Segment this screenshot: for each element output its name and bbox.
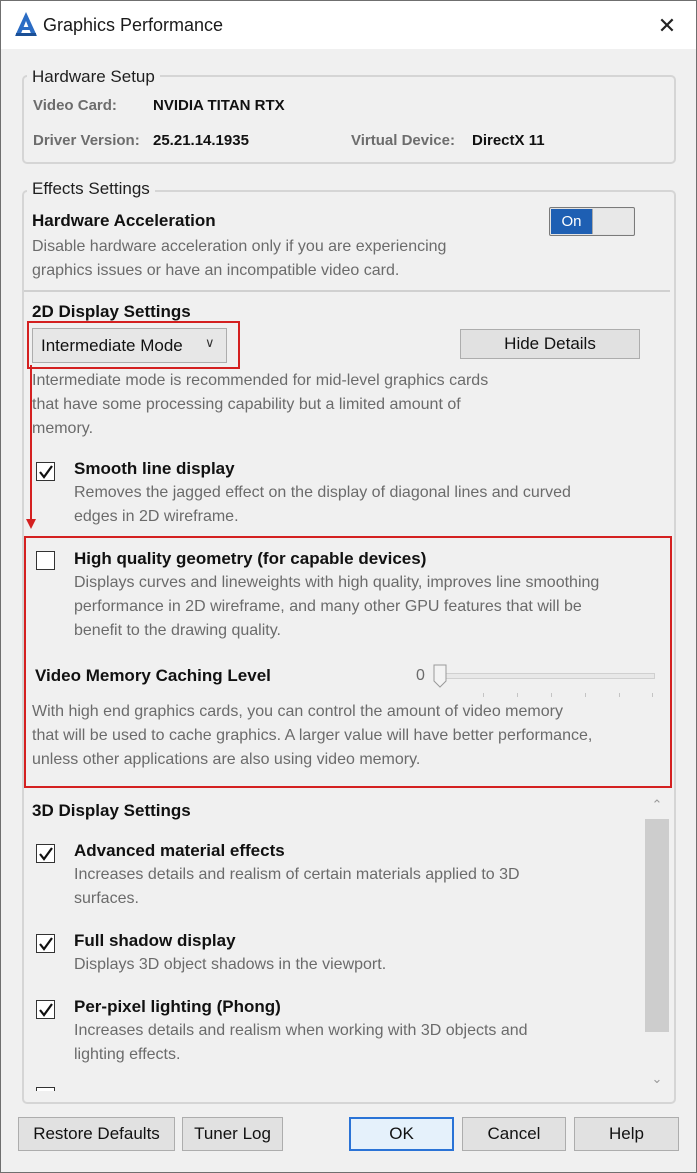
virtual-device-value: DirectX 11	[472, 132, 545, 149]
advanced-material-checkbox[interactable]	[36, 844, 55, 863]
scrollbar-thumb[interactable]	[645, 819, 669, 1032]
scroll-up-icon[interactable]: ⌃	[651, 797, 663, 812]
slider-tick	[585, 693, 586, 697]
chevron-down-icon: ∨	[205, 335, 215, 350]
slider-tick	[483, 693, 484, 697]
tuner-log-button[interactable]: Tuner Log	[182, 1117, 283, 1151]
hardware-acceleration-toggle[interactable]	[549, 207, 635, 236]
effects-settings-legend: Effects Settings	[27, 179, 155, 199]
scroll-down-icon[interactable]: ⌄	[651, 1071, 663, 1086]
hardware-setup-group	[22, 75, 676, 164]
slider-tick	[619, 693, 620, 697]
video-memory-slider-thumb[interactable]	[433, 664, 447, 688]
annotation-arrow	[25, 365, 37, 531]
cancel-button[interactable]: Cancel	[462, 1117, 566, 1151]
clipped-checkbox[interactable]	[36, 1087, 55, 1091]
hardware-acceleration-desc: Disable hardware acceleration only if you are experiencing graphics issues or have an incompatible video card.	[32, 238, 447, 279]
video-card-label: Video Card:	[33, 97, 117, 114]
per-pixel-lighting-desc: Increases details and realism when working with 3D objects and lighting effects.	[74, 1022, 528, 1063]
video-memory-slider-track[interactable]	[434, 673, 655, 679]
advanced-material-desc: Increases details and realism of certain materials applied to 3D surfaces.	[74, 866, 520, 907]
video-card-value: NVIDIA TITAN RTX	[153, 97, 285, 114]
hardware-acceleration-title: Hardware Acceleration	[32, 211, 216, 230]
hardware-setup-legend: Hardware Setup	[27, 67, 160, 87]
window-title: Graphics Performance	[43, 15, 224, 35]
video-memory-caching-value: 0	[416, 667, 425, 684]
smooth-line-checkbox[interactable]	[36, 462, 55, 481]
display-mode-value: Intermediate Mode	[41, 336, 183, 355]
toggle-on-label: On	[551, 209, 592, 234]
section-divider	[24, 290, 670, 292]
close-icon[interactable]: ✕	[657, 13, 677, 38]
full-shadow-title: Full shadow display	[74, 931, 236, 950]
advanced-material-title: Advanced material effects	[74, 841, 285, 860]
display-2d-title: 2D Display Settings	[32, 302, 191, 321]
high-quality-geometry-desc: Displays curves and lineweights with high quality, improves line smoothing performance in 2D wireframe, and many other GPU features that will be benefit to the drawing quality.	[74, 574, 600, 639]
video-memory-caching-desc: With high end graphics cards, you can control the amount of video memory that will be used to cache graphics. A larger value will have better performance, unless other applications are also using video memory.	[32, 703, 593, 768]
high-quality-geometry-title: High quality geometry (for capable devices)	[74, 549, 427, 568]
hide-details-button[interactable]: Hide Details	[460, 329, 640, 359]
display-3d-title: 3D Display Settings	[32, 801, 191, 820]
smooth-line-desc: Removes the jagged effect on the display of diagonal lines and curved edges in 2D wireframe.	[74, 484, 571, 525]
toggle-knob	[592, 209, 633, 234]
help-button[interactable]: Help	[574, 1117, 679, 1151]
high-quality-geometry-checkbox[interactable]	[36, 551, 55, 570]
full-shadow-desc: Displays 3D object shadows in the viewport.	[74, 956, 387, 973]
title-bar	[1, 1, 696, 49]
full-shadow-checkbox[interactable]	[36, 934, 55, 953]
ok-button[interactable]: OK	[349, 1117, 454, 1151]
driver-version-value: 25.21.14.1935	[153, 132, 249, 149]
autocad-icon	[14, 11, 38, 37]
slider-tick	[551, 693, 552, 697]
per-pixel-lighting-title: Per-pixel lighting (Phong)	[74, 997, 281, 1016]
driver-version-label: Driver Version:	[33, 132, 140, 149]
restore-defaults-button[interactable]: Restore Defaults	[18, 1117, 175, 1151]
video-memory-caching-title: Video Memory Caching Level	[35, 666, 271, 685]
virtual-device-label: Virtual Device:	[351, 132, 455, 149]
per-pixel-lighting-checkbox[interactable]	[36, 1000, 55, 1019]
display-3d-scroll-area	[24, 794, 670, 1091]
display-3d-scrollbar[interactable]	[644, 794, 670, 1091]
smooth-line-title: Smooth line display	[74, 459, 235, 478]
slider-tick	[517, 693, 518, 697]
display-mode-desc: Intermediate mode is recommended for mid-level graphics cards that have some processing capability but a limited amount of memory.	[32, 372, 489, 437]
annotation-highlight-dropdown	[27, 321, 240, 369]
slider-tick	[652, 693, 653, 697]
